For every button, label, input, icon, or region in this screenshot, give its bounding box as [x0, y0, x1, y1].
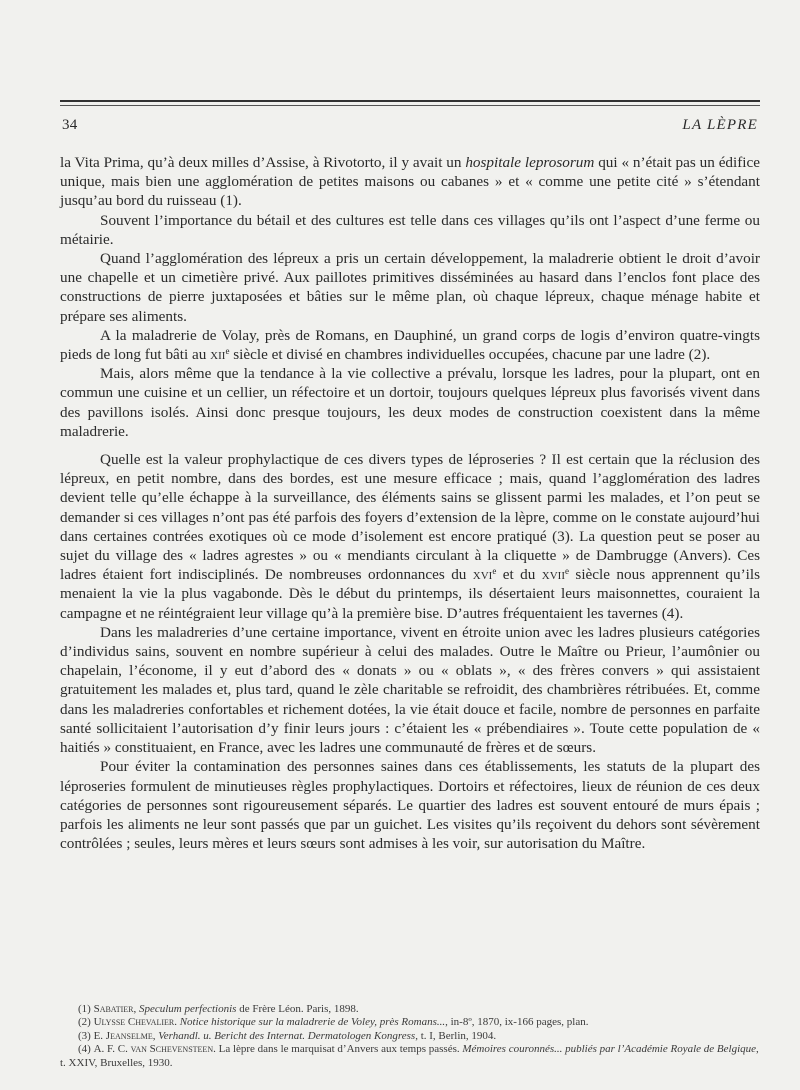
footnote-title: Mémoires couronnés... publiés par l’Académie Royale de Belgique: [462, 1043, 757, 1056]
footnote-author: A. F. C. van Schevensteen: [93, 1043, 214, 1056]
paragraph-3: Quand l’agglomération des lépreux a pris un certain développement, la maladrerie obtient le droit d’avoir une chapelle et un cimetière privé. Aux paillotes primitives disséminées au hasard dans l’enclos font place des constructions de pierre juxtaposées et bâties sur le même plan, où chaque lépreux, chaque ménage habite et prépare ses aliments.: [60, 250, 760, 325]
p6-text-c: siècle nous apprennent qu’ils menaient la vie la plus vagabonde. Dès le début du printemps, ils désertaient leurs maisonnettes, couraient la campagne et ne réintégraient leur village qu’à la première bise. D’autres fréquentaient les tavernes (4).: [60, 566, 761, 622]
p6-superscript-2: e: [565, 566, 569, 577]
footnote-text: .: [174, 1016, 180, 1029]
header-rule-thick: [60, 100, 760, 102]
footnote-number: (1): [78, 1003, 94, 1015]
footnote-title: Notice historique sur la maladrerie de Voley, près Romans...: [179, 1016, 446, 1029]
p4-superscript: e: [225, 346, 230, 357]
header-rule-thin: [60, 105, 760, 106]
p4-text-b: siècle et divisé en chambres individuelles occupées, chacune par une ladre (2).: [229, 346, 711, 364]
page-header: [62, 117, 758, 137]
page-number: 34: [62, 117, 78, 133]
footnote-text: , t. I, Berlin, 1904.: [415, 1029, 497, 1042]
p4-text-a: A la maladrerie de Volay, près de Romans, en Dauphiné, un grand corps de logis d’environ quatre-vingts pieds de long fut bâti au: [60, 326, 760, 364]
footnote-1: [60, 1003, 760, 1016]
footnote-2: [60, 1016, 760, 1029]
paragraph-2: Souvent l’importance du bétail et des cultures est telle dans ces villages qu’ils ont l’aspect d’une ferme ou métairie.: [60, 211, 760, 248]
footnote-text: de Frère Léon. Paris, 1898.: [236, 1003, 359, 1015]
paragraph-5: Mais, alors même que la tendance à la vie collective a prévalu, lorsque les ladres, pour la plupart, ont en commun une cuisine et un cellier, un réfectoire et un dortoir, toujours quelques lépreux plus favorisés vivent dans des pavillons isolés. Ainsi donc presque toujours, les deux modes de construction coexistent dans la même maladrerie.: [60, 365, 760, 440]
paragraph-6: [60, 450, 760, 623]
p4-century: xii: [210, 346, 226, 364]
p1-text-a: la Vita Prima, qu’à deux milles d’Assise, à Rivotorto, il y avait un: [60, 154, 466, 171]
footnote-4: [60, 1043, 760, 1070]
footnote-title: Speculum perfectionis: [138, 1003, 237, 1015]
p6-century-1: xvi: [472, 566, 493, 584]
footnote-text: ,: [152, 1029, 159, 1042]
footnote-text: , t. XXIV, Bruxelles, 1930.: [60, 1043, 759, 1069]
p6-text-b: et du: [496, 566, 542, 584]
p6-century-2: xvii: [541, 566, 565, 584]
paragraph-8: Pour éviter la contamination des personnes saines dans ces établissements, les statuts de la plupart des léproseries formulent de minutieuses règles prophylactiques. Dortoirs et réfectoires, lieux de réunion de ces deux catégories de personnes sont rigoureusement séparés. Le quartier des ladres est souvent entouré de murs épais ; parfois les aliments ne leur sont passés que par un guichet. Les visites qu’ils reçoivent du dehors sont sévèrement contrôlées ; seules, leurs mères et leurs sœurs sont admises à les voir, sur autorisation du Maître.: [60, 758, 760, 853]
footnote-3: [60, 1030, 760, 1043]
footnote-title: Verhandl. u. Bericht des Internat. Dermatologen Kongress: [158, 1029, 416, 1042]
footnotes: [60, 1003, 760, 1070]
footnote-text: . La lèpre dans le marquisat d’Anvers aux temps passés.: [213, 1043, 463, 1056]
footnote-text: ,: [133, 1003, 139, 1015]
footnote-author: E. Jeanselme: [93, 1029, 153, 1042]
footnote-number: (2): [78, 1016, 94, 1029]
p6-superscript-1: e: [492, 566, 497, 577]
paragraph-4: [60, 326, 760, 364]
p6-text-a: Quelle est la valeur prophylactique de ces divers types de léproseries ? Il est certain que la réclusion des lépreux, en petit nombre, dans des bordes, est une mesure efficace ; mais, quand l’agglomération des ladres devient telle qu’elle échappe à la surveillance, des éléments sains se glissent parmi les malades, et l’on peut se demander si ces villages n’ont pas été parfois des foyers d’extension de la lèpre, comme on le constate aujourd’hui dans certaines contrées exotiques où ce mode d’isolement est encore pratiqué (3). La question peut se poser au sujet du village des « ladres agrestes » ou « mendiants circulant à la cliquette » de Dambrugge (Anvers). Ces ladres étaient fort indisciplinés. De nombreuses ordonnances du: [60, 451, 760, 584]
paragraph-1: [60, 153, 760, 211]
p1-text-b: qui « n’était pas un édifice unique, mais bien une agglomération de petites maisons ou cabanes » et « comme une petite cité » s’étendant jusqu’au bord du ruisseau (1).: [60, 154, 761, 210]
footnote-text: , in-8º, 1870, ix-166 pages, plan.: [445, 1016, 589, 1029]
footnote-author: Sabatier: [93, 1003, 134, 1015]
p1-italic: hospitale leprosorum: [465, 154, 595, 171]
footnote-number: (4): [78, 1043, 94, 1056]
paragraph-7: Dans les maladreries d’une certaine importance, vivent en étroite union avec les ladres plusieurs catégories d’individus sains, souvent en nombre supérieur à celui des malades. Outre le Maître ou Prieur, l’aumônier ou chapelain, l’économe, il y eut d’abord des « donats » ou « oblats », « des frères convers » qui assistaient gratuitement les malades et, plus tard, quand le zèle charitable se refroidit, des chambrières rétribuées. Et, comme dans les maladreries confortables et richement dotées, la vie était douce et facile, nombre de personnes en parfaite santé sollicitaient l’autorisation d’y finir leurs jours : c’étaient les « prébendiaires ». Toute cette population de « haitiés » constituaient, en France, avec les ladres une communauté de frères et de sœurs.: [60, 623, 760, 757]
footnote-number: (3): [78, 1029, 94, 1042]
footnote-author: Ulysse Chevalier: [93, 1016, 175, 1029]
running-title: LA LÈPRE: [682, 117, 758, 133]
body-text: [60, 153, 760, 853]
